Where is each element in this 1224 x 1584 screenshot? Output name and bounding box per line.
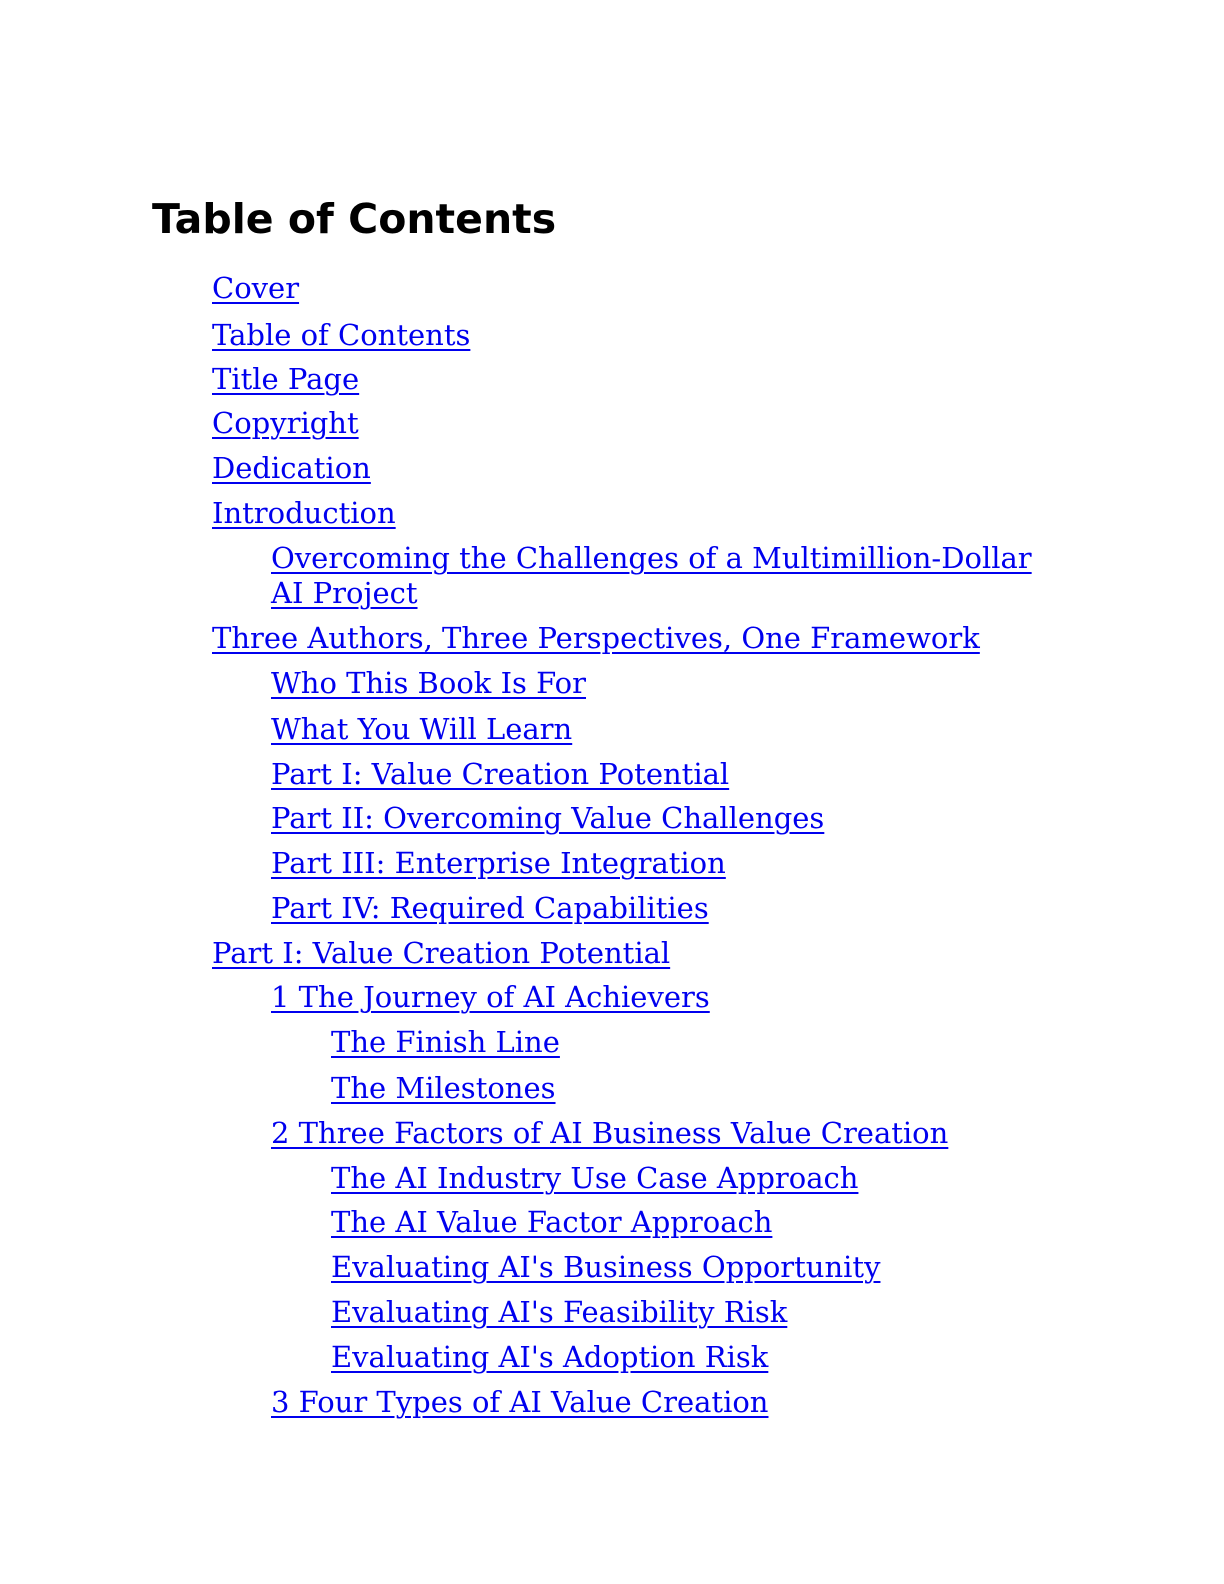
toc-link-milestones[interactable]: The Milestones	[331, 1071, 556, 1105]
toc-link-chapter-1[interactable]: 1 The Journey of AI Achievers	[271, 980, 710, 1014]
toc-item-part-1	[212, 936, 670, 971]
toc-link-introduction[interactable]: Introduction	[212, 496, 396, 530]
toc-link-title-page[interactable]: Title Page	[212, 362, 360, 396]
toc-link-overcoming-challenges[interactable]: Overcoming the Challenges of a Multimillion-Dollar AI Project	[271, 541, 1032, 610]
toc-link-feasibility-risk[interactable]: Evaluating AI's Feasibility Risk	[331, 1295, 788, 1329]
toc-link-business-opportunity[interactable]: Evaluating AI's Business Opportunity	[331, 1250, 881, 1284]
toc-item-title-page	[212, 362, 359, 397]
toc-item-milestones	[331, 1071, 556, 1106]
toc-item-feasibility-risk	[331, 1295, 787, 1330]
toc-item-chapter-1	[271, 980, 710, 1015]
toc-item-intro-part-4	[271, 891, 709, 926]
toc-item-copyright	[212, 406, 359, 441]
toc-item-intro-part-1	[271, 757, 729, 792]
toc-link-value-factor[interactable]: The AI Value Factor Approach	[331, 1205, 773, 1239]
toc-item-dedication	[212, 451, 371, 486]
toc-link-intro-part-2[interactable]: Part II: Overcoming Value Challenges	[271, 801, 825, 835]
toc-item-intro-part-3	[271, 846, 726, 881]
toc-item-adoption-risk	[331, 1340, 768, 1375]
toc-item-business-opportunity	[331, 1250, 880, 1285]
toc-link-adoption-risk[interactable]: Evaluating AI's Adoption Risk	[331, 1340, 769, 1374]
toc-item-cover	[212, 271, 299, 306]
toc-link-cover[interactable]: Cover	[212, 271, 300, 305]
toc-link-copyright[interactable]: Copyright	[212, 406, 359, 440]
toc-link-industry-use-case[interactable]: The AI Industry Use Case Approach	[331, 1161, 859, 1195]
toc-link-dedication[interactable]: Dedication	[212, 451, 371, 485]
toc-item-chapter-2	[271, 1116, 948, 1151]
toc-link-finish-line[interactable]: The Finish Line	[331, 1025, 560, 1059]
toc-item-finish-line	[331, 1025, 560, 1060]
toc-link-what-you-will-learn[interactable]: What You Will Learn	[271, 712, 573, 746]
toc-link-intro-part-3[interactable]: Part III: Enterprise Integration	[271, 846, 726, 880]
toc-item-three-authors	[212, 621, 980, 656]
page-title: Table of Contents	[152, 195, 557, 243]
toc-item-overcoming-challenges	[271, 541, 1061, 611]
toc-link-intro-part-4[interactable]: Part IV: Required Capabilities	[271, 891, 709, 925]
toc-link-chapter-3[interactable]: 3 Four Types of AI Value Creation	[271, 1385, 769, 1419]
toc-link-chapter-2[interactable]: 2 Three Factors of AI Business Value Creation	[271, 1116, 949, 1150]
toc-item-who-this-book-is-for	[271, 666, 586, 701]
toc-link-table-of-contents[interactable]: Table of Contents	[212, 318, 471, 352]
toc-item-introduction	[212, 496, 396, 531]
toc-item-value-factor	[331, 1205, 772, 1240]
toc-item-chapter-3	[271, 1385, 768, 1420]
toc-link-part-1[interactable]: Part I: Value Creation Potential	[212, 936, 671, 970]
toc-link-intro-part-1[interactable]: Part I: Value Creation Potential	[271, 757, 730, 791]
toc-item-table-of-contents	[212, 318, 470, 353]
toc-link-who-this-book-is-for[interactable]: Who This Book Is For	[271, 666, 586, 700]
toc-item-what-you-will-learn	[271, 712, 572, 747]
toc-item-industry-use-case	[331, 1161, 858, 1196]
toc-link-three-authors[interactable]: Three Authors, Three Perspectives, One Framework	[212, 621, 980, 655]
toc-item-intro-part-2	[271, 801, 824, 836]
